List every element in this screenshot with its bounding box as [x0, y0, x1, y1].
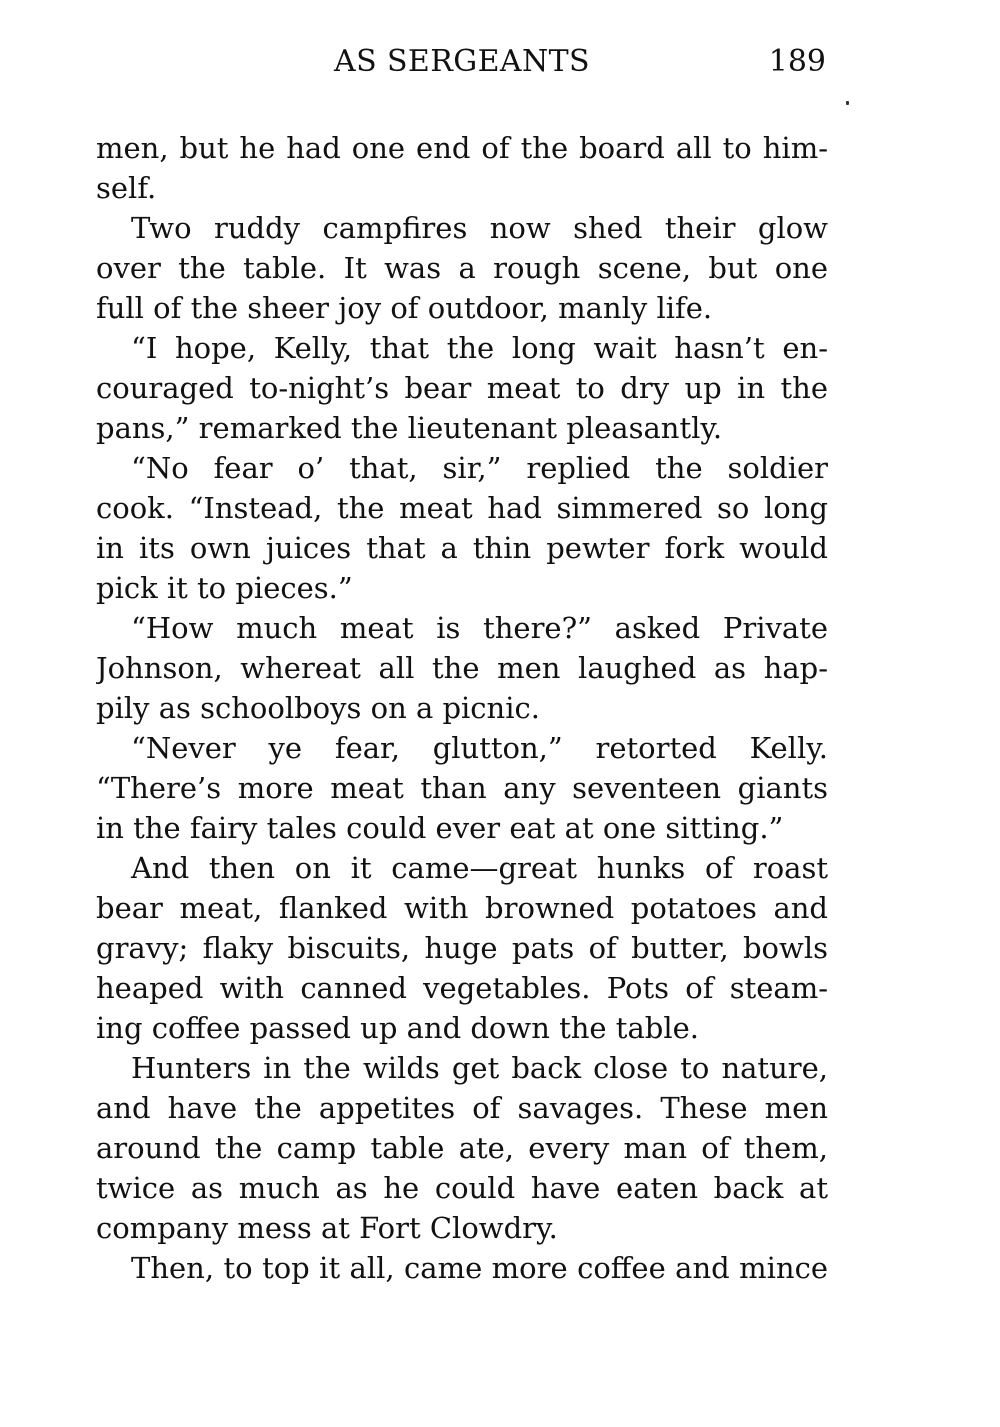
text-line: men, but he had one end of the board all to him- — [96, 131, 828, 165]
text-line: Then, to top it all, came more coffee and mince — [131, 1251, 828, 1285]
page-header — [96, 42, 828, 82]
text-line: in its own juices that a thin pewter fork would — [96, 531, 828, 565]
text-line: pily as schoolboys on a picnic. — [96, 691, 540, 725]
running-head: AS SERGEANTS — [334, 44, 590, 79]
text-line: heaped with canned vegetables. Pots of steam- — [96, 971, 828, 1005]
text-line: in the fairy tales could ever eat at one sitting.” — [96, 811, 784, 845]
page-number: 189 — [768, 44, 826, 79]
text-line: full of the sheer joy of outdoor, manly life. — [96, 291, 713, 325]
text-line: over the table. It was a rough scene, but one — [96, 251, 828, 285]
text-line: ing coffee passed up and down the table. — [96, 1011, 699, 1045]
body-text — [96, 128, 828, 1288]
text-line: company mess at Fort Clowdry. — [96, 1211, 558, 1245]
text-line: around the camp table ate, every man of them, — [96, 1131, 828, 1165]
text-line: twice as much as he could have eaten back at — [96, 1171, 828, 1205]
text-line: pans,” remarked the lieutenant pleasantly. — [96, 411, 723, 445]
text-line: “There’s more meat than any seventeen giants — [96, 771, 828, 805]
text-line: and have the appetites of savages. These men — [96, 1091, 828, 1125]
print-speck — [846, 101, 849, 105]
text-line: couraged to-night’s bear meat to dry up in the — [96, 371, 828, 405]
text-line: Hunters in the wilds get back close to nature, — [131, 1051, 828, 1085]
text-line: self. — [96, 171, 157, 205]
text-line: “How much meat is there?” asked Private — [131, 611, 828, 645]
text-line: cook. “Instead, the meat had simmered so long — [96, 491, 828, 525]
text-line: Johnson, whereat all the men laughed as hap- — [96, 651, 828, 685]
text-line: bear meat, flanked with browned potatoes and — [96, 891, 828, 925]
text-line: “No fear o’ that, sir,” replied the soldier — [131, 451, 828, 485]
text-line: “Never ye fear, glutton,” retorted Kelly. — [131, 731, 828, 765]
text-line: Two ruddy campfires now shed their glow — [131, 211, 828, 245]
text-line: gravy; flaky biscuits, huge pats of butter, bowls — [96, 931, 828, 965]
text-line: And then on it came—great hunks of roast — [131, 851, 828, 885]
text-line: “I hope, Kelly, that the long wait hasn’t en- — [131, 331, 828, 365]
text-line: pick it to pieces.” — [96, 571, 353, 605]
